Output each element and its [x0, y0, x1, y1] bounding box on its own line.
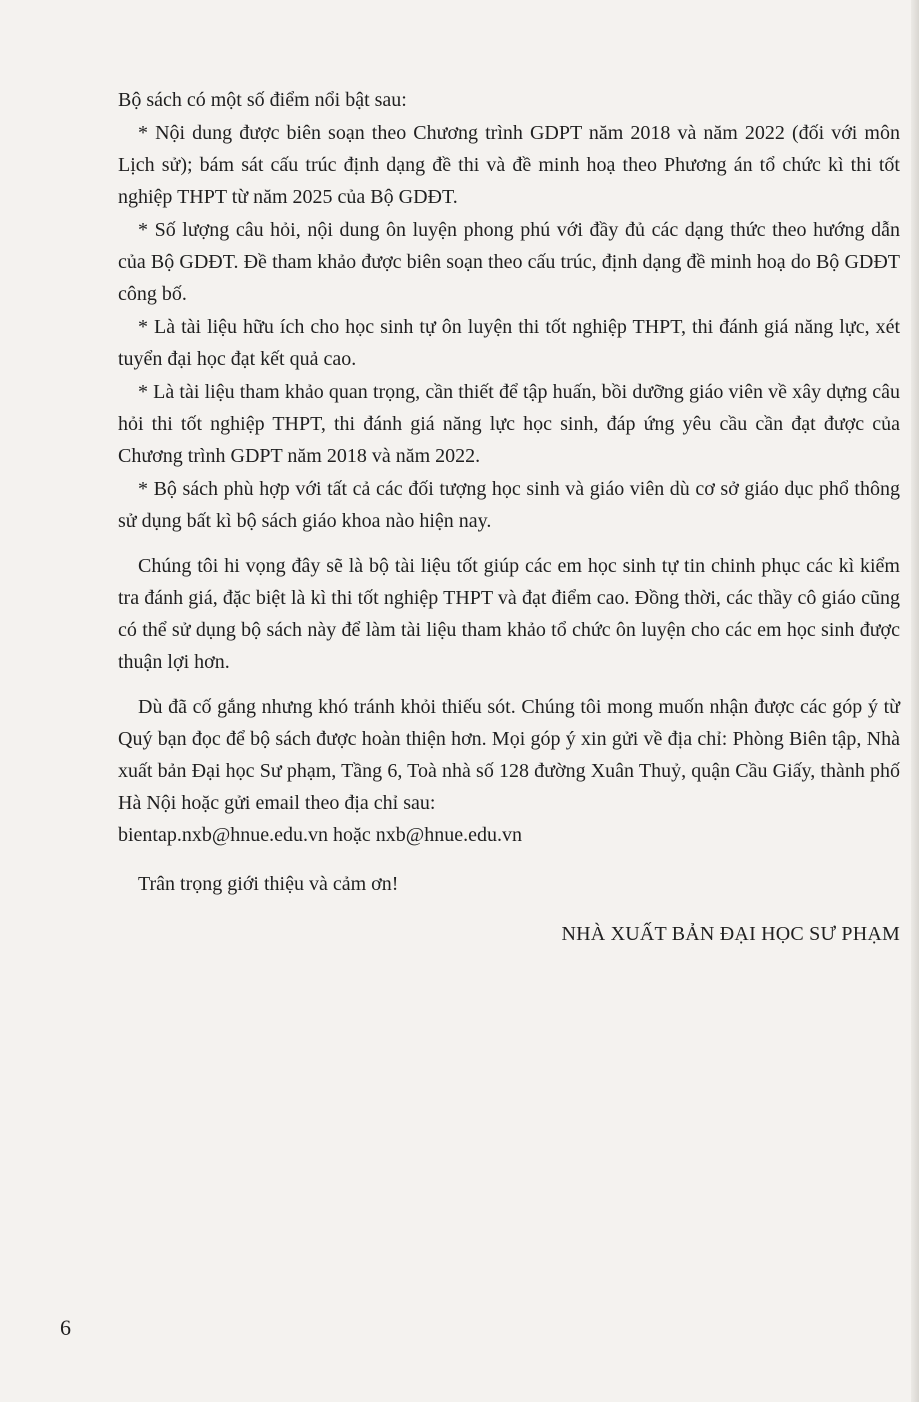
intro-line: Bộ sách có một số điểm nổi bật sau:: [118, 89, 407, 111]
contact-emails: bientap.nxb@hnue.edu.vn hoặc nxb@hnue.edu.vn: [118, 824, 522, 846]
page-spine-shadow: [911, 0, 919, 1402]
hope-paragraph: Chúng tôi hi vọng đây sẽ là bộ tài liệu tốt giúp các em học sinh tự tin chinh phục các kì kiểm tra đánh giá, đặc biệt là kì thi tốt nghiệp THPT và đạt điểm cao. Đồng thời, các thầy cô giáo cũng có thể sử dụng bộ sách này để làm tài liệu tham khảo tổ chức ôn luyện cho các em học sinh được thuận lợi hơn.: [118, 555, 900, 673]
feature-item-5: * Bộ sách phù hợp với tất cả các đối tượng học sinh và giáo viên dù cơ sở giáo dục phổ thông sử dụng bất kì bộ sách giáo khoa nào hiện nay.: [118, 478, 900, 532]
feedback-paragraph: Dù đã cố gắng nhưng khó tránh khỏi thiếu sót. Chúng tôi mong muốn nhận được các góp ý từ Quý bạn đọc để bộ sách được hoàn thiện hơn. Mọi góp ý xin gửi về địa chỉ: Phòng Biên tập, Nhà xuất bản Đại học Sư phạm, Tầng 6, Toà nhà số 128 đường Xuân Thuỷ, quận Cầu Giấy, thành phố Hà Nội hoặc gửi email theo địa chỉ sau:: [118, 696, 900, 814]
page-number: 6: [60, 1315, 71, 1340]
feature-item-1: * Nội dung được biên soạn theo Chương trình GDPT năm 2018 và năm 2022 (đối với môn Lịch sử); bám sát cấu trúc định dạng đề thi và đề minh hoạ theo Phương án tổ chức kì thi tốt nghiệp THPT từ năm 2025 của Bộ GDĐT.: [118, 122, 900, 208]
closing-line: Trân trọng giới thiệu và cảm ơn!: [138, 873, 399, 895]
publisher-signature: NHÀ XUẤT BẢN ĐẠI HỌC SƯ PHẠM: [561, 923, 900, 945]
preface-text: [118, 84, 900, 950]
feature-item-2: * Số lượng câu hỏi, nội dung ôn luyện phong phú với đầy đủ các dạng thức theo hướng dẫn của Bộ GDĐT. Đề tham khảo được biên soạn theo cấu trúc, định dạng đề minh hoạ do Bộ GDĐT công bố.: [118, 219, 900, 305]
feature-item-4: * Là tài liệu tham khảo quan trọng, cần thiết để tập huấn, bồi dưỡng giáo viên về xây dựng câu hỏi thi tốt nghiệp THPT, thi đánh giá năng lực học sinh, đáp ứng yêu cầu cần đạt được của Chương trình GDPT năm 2018 và năm 2022.: [118, 381, 900, 467]
feature-item-3: * Là tài liệu hữu ích cho học sinh tự ôn luyện thi tốt nghiệp THPT, thi đánh giá năng lực, xét tuyển đại học đạt kết quả cao.: [118, 316, 900, 370]
